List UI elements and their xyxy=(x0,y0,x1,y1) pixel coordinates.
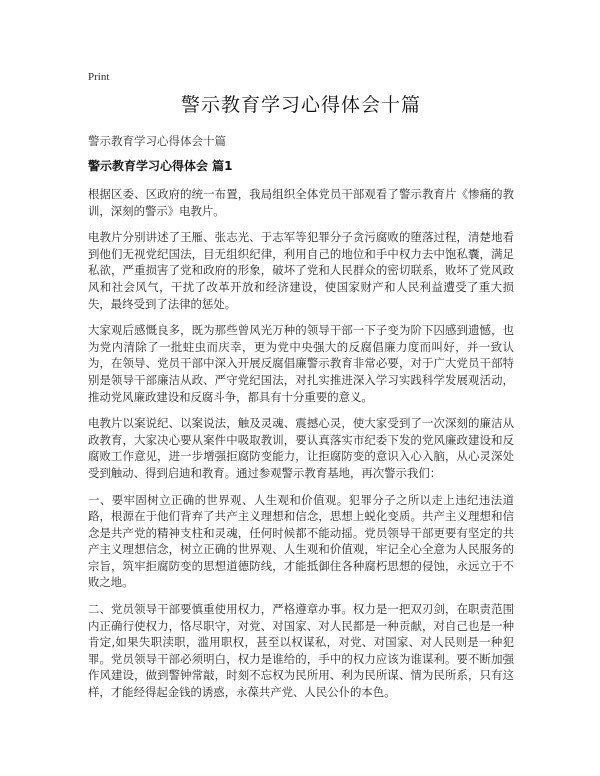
article-body xyxy=(88,186,514,711)
paragraph: 电教片以案说纪、以案说法，触及灵魂、震撼心灵，使大家受到了一次深刻的廉洁从政教育，大家决心要从案件中吸取教训，要认真落实市纪委下发的党风廉政建设和反腐败工作意见，进一步增强拒腐防变能力，让拒腐防变的意识入心入脑，从心灵深处受到触动、得到启迪和教育。通过参观警示教育基地，再次警示我们： xyxy=(88,416,514,480)
paragraph: 电教片分别讲述了王雁、张志光、于志军等犯罪分子贪污腐败的堕落过程，清楚地看到他们无视党纪国法，目无组织纪律，利用自己的地位和手中权力去中饱私囊，满足私欲，严重损害了党和政府的形象，破坏了党和人民群众的密切联系，败坏了党风政风和社会风气，干扰了改革开放和经济建设，使国家财产和人民利益遭受了重大损失，最终受到了法律的惩处。 xyxy=(88,230,514,311)
section-heading: 警示教育学习心得体会 篇1 xyxy=(88,159,233,173)
paragraph: 根据区委、区政府的统一布置，我局组织全体党员干部观看了警示教育片《惨痛的教训，深刻的警示》电教片。 xyxy=(88,187,514,218)
paragraph: 二、党员领导干部要慎重使用权力，严格遵章办事。权力是一把双刃剑，在职责范围内正确行使权力，恪尽职守，对党、对国家、对人民都是一种贡献，对自己也是一种肯定,如果失职渎职，滥用职权，甚至以权谋私，对党、对国家、对人民则是一种犯罪。党员领导干部必须明白，权力是谁给的，手中的权力应该为谁谋利。要不断加强作风建设，做到警钟常敲，时刻不忘权为民所用、利为民所谋、情为民所系，只有这样，才能经得起金钱的诱惑，永葆共产党、人民公仆的本色。 xyxy=(88,602,514,700)
document-subtitle: 警示教育学习心得体会十篇 xyxy=(88,134,226,148)
paragraph: 大家观后感慨良多，既为那些曾风光万种的领导干部一下子变为阶下囚感到遗憾，也为党内清除了一批蛀虫而庆幸，更为党中央强大的反腐倡廉力度而叫好，并一致认为，在领导、党员干部中深入开展反腐倡廉警示教育非常必要，对于广大党员干部特别是领导干部廉洁从政、严守党纪国法，对扎实推进深入学习实践科学发展观活动，推动党风廉政建设和反腐斗争，都具有十分重要的意义。 xyxy=(88,323,514,404)
print-link[interactable]: Print xyxy=(88,71,110,83)
document-title: 警示教育学习心得体会十篇 xyxy=(180,94,421,116)
paragraph: 一、要牢固树立正确的世界观、人生观和价值观。犯罪分子之所以走上违纪违法道路，根源在于他们背弃了共产主义理想和信念，思想上蜕化变质。共产主义理想和信念是共产党的精神支柱和灵魂，任何时候都不能动摇。党员领导干部更要有坚定的共产主义理想信念，树立正确的世界观、人生观和价值观，牢记全心全意为人民服务的宗旨，筑牢拒腐防变的思想道德防线，才能抵御住各种腐朽思想的侵蚀，永远立于不败之地。 xyxy=(88,492,514,590)
